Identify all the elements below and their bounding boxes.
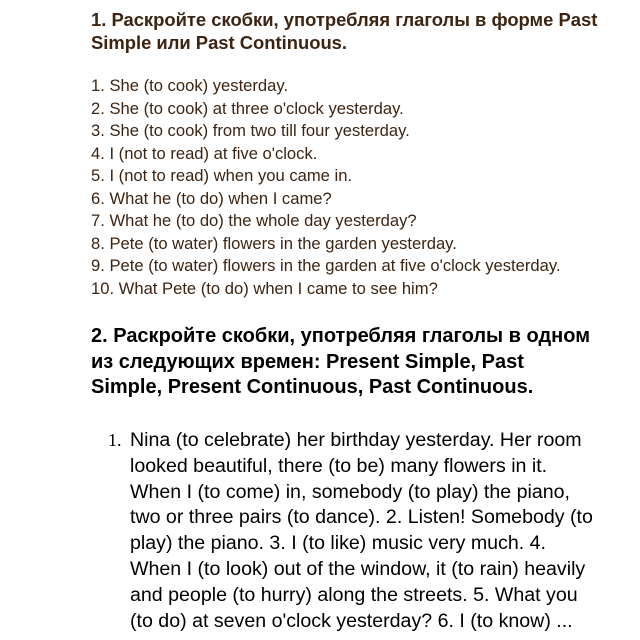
task2-paragraph: Nina (to celebrate) her birthday yesterday. Her room looked beautiful, there (to be) many flowers in it. When I (to come) in, somebody (to play) the piano, two or three pairs (to dance). 2. Listen! Somebody (to play) the piano. 3. I (to like) music very much. 4. When I (to look) out of the window, it (to rain) heavily and people (to hurry) along the streets. 5. What you (to do) at seven o'clock yesterday? 6. I (to know) ... [130, 429, 593, 632]
list-item: 3. She (to cook) from two till four yesterday. [91, 121, 410, 140]
task2-item-number: 1. [108, 430, 122, 450]
task1-heading: 1. Раскройте скобки, употребляя глаголы в форме Past Simple или Past Continuous. [91, 9, 598, 53]
list-item: 4. I (not to read) at five o'clock. [91, 143, 318, 163]
list-item: 2. She (to cook) at three o'clock yesterday. [91, 98, 404, 118]
list-item: 5. I (not to read) when you came in. [91, 166, 353, 185]
task2-heading: 2. Раскройте скобки, употребляя глаголы в одном из следующих времен: Present Simple, Past Simple, Present Continuous, Past Continuous. [91, 325, 590, 398]
list-item: 9. Pete (to water) flowers in the garden at five o'clock yesterday. [91, 256, 561, 275]
list-item: 7. What he (to do) the whole day yesterday? [91, 211, 417, 230]
task1-sentence-list [91, 75, 611, 300]
list-item: 10. What Pete (to do) when I came to see him? [91, 278, 438, 298]
list-item: 6. What he (to do) when I came? [91, 188, 332, 208]
list-item: 1. She (to cook) yesterday. [91, 76, 289, 95]
list-item: 8. Pete (to water) flowers in the garden yesterday. [91, 233, 457, 253]
